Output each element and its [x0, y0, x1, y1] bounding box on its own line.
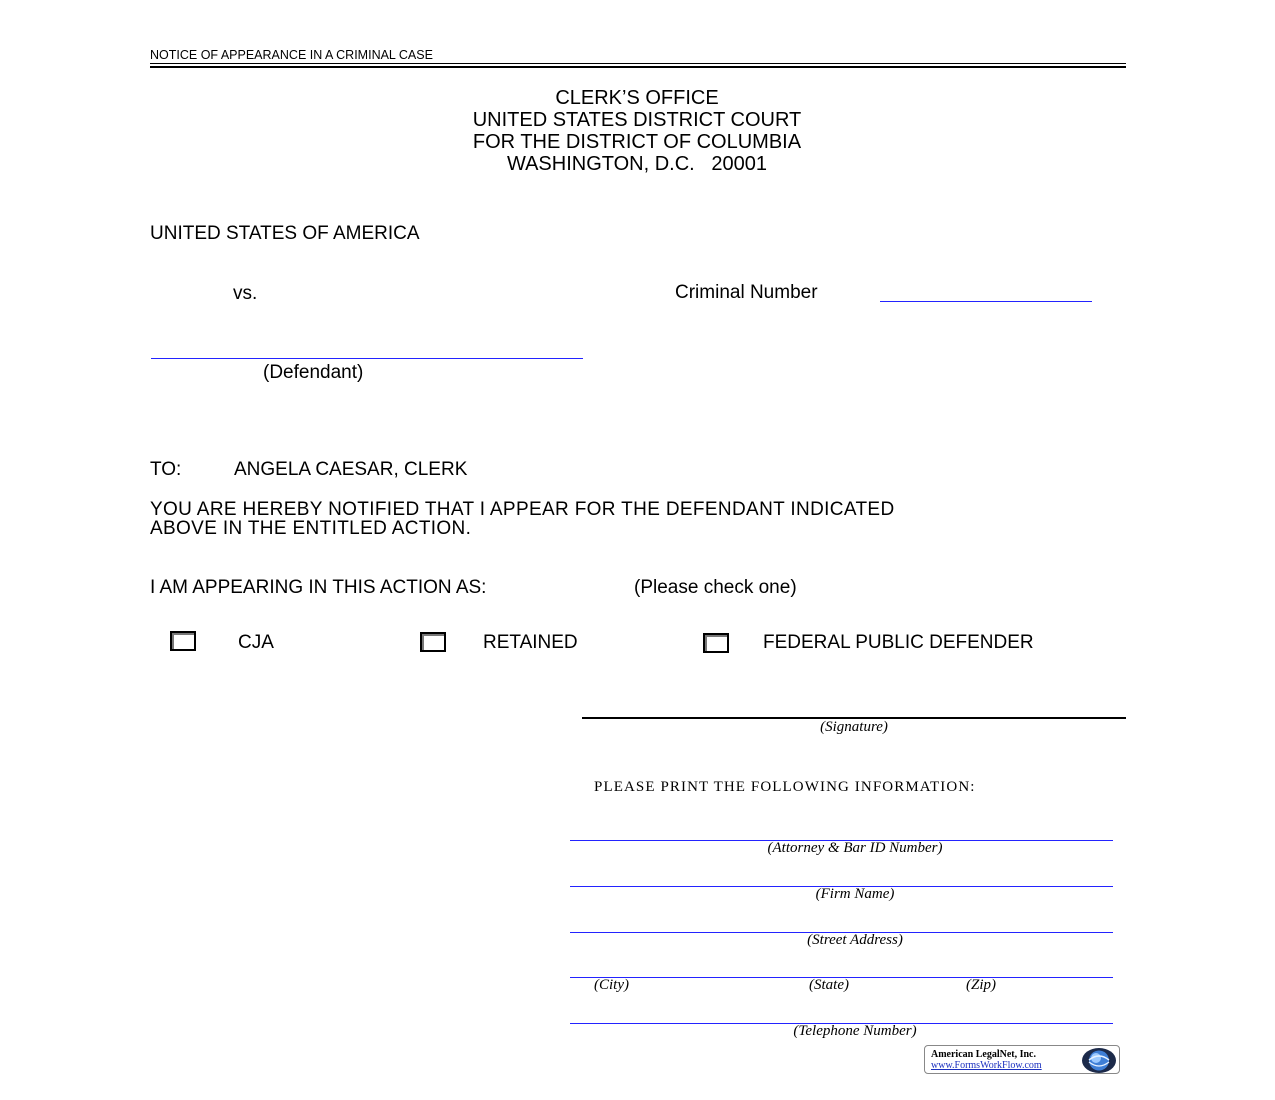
logo-company-name: American LegalNet, Inc.: [931, 1049, 1036, 1060]
checkbox-retained[interactable]: [420, 632, 446, 652]
plaintiff-name: UNITED STATES OF AMERICA: [150, 223, 420, 244]
globe-icon: [1080, 1047, 1118, 1074]
appearing-as-label: I AM APPEARING IN THIS ACTION AS:: [150, 577, 487, 598]
city-label: (City): [594, 977, 629, 993]
criminal-number-label: Criminal Number: [675, 282, 818, 303]
signature-label: (Signature): [820, 719, 888, 735]
footer-logo: [924, 1045, 1120, 1074]
defendant-name-field[interactable]: [151, 338, 583, 359]
option-label-retained: RETAINED: [483, 632, 578, 653]
running-header: NOTICE OF APPEARANCE IN A CRIMINAL CASE: [150, 48, 433, 62]
option-label-cja: CJA: [238, 632, 274, 653]
logo-url-link[interactable]: www.FormsWorkFlow.com: [931, 1060, 1042, 1071]
court-header-line: CLERK’S OFFICE: [555, 87, 719, 109]
street-address-label: (Street Address): [807, 932, 903, 948]
header-double-rule-thick: [150, 66, 1126, 68]
criminal-number-field[interactable]: [880, 281, 1092, 302]
firm-name-label: (Firm Name): [815, 886, 895, 902]
defendant-label: (Defendant): [263, 362, 364, 383]
state-label: (State): [809, 977, 849, 993]
print-instruction: PLEASE PRINT THE FOLLOWING INFORMATION:: [594, 779, 976, 795]
checkbox-cja[interactable]: [170, 631, 196, 651]
notice-text-line: YOU ARE HEREBY NOTIFIED THAT I APPEAR FOR THE DEFENDANT INDICATED: [150, 499, 895, 520]
appearing-as-hint: (Please check one): [634, 577, 797, 598]
telephone-label: (Telephone Number): [793, 1023, 917, 1039]
to-label: TO:: [150, 459, 182, 480]
court-header-line: WASHINGTON, D.C. 20001: [506, 153, 768, 175]
option-label-federal-public-defender: FEDERAL PUBLIC DEFENDER: [763, 632, 1034, 653]
attorney-bar-id-label: (Attorney & Bar ID Number): [767, 840, 943, 856]
checkbox-federal-public-defender[interactable]: [703, 633, 729, 653]
clerk-name: ANGELA CAESAR, CLERK: [234, 459, 468, 480]
zip-label: (Zip): [966, 977, 996, 993]
court-header: [337, 87, 937, 175]
court-header-line: FOR THE DISTRICT OF COLUMBIA: [472, 131, 802, 153]
notice-text-line: ABOVE IN THE ENTITLED ACTION.: [150, 518, 472, 539]
versus-label: vs.: [233, 283, 258, 304]
court-header-line: UNITED STATES DISTRICT COURT: [472, 109, 802, 131]
header-double-rule: [150, 63, 1126, 64]
